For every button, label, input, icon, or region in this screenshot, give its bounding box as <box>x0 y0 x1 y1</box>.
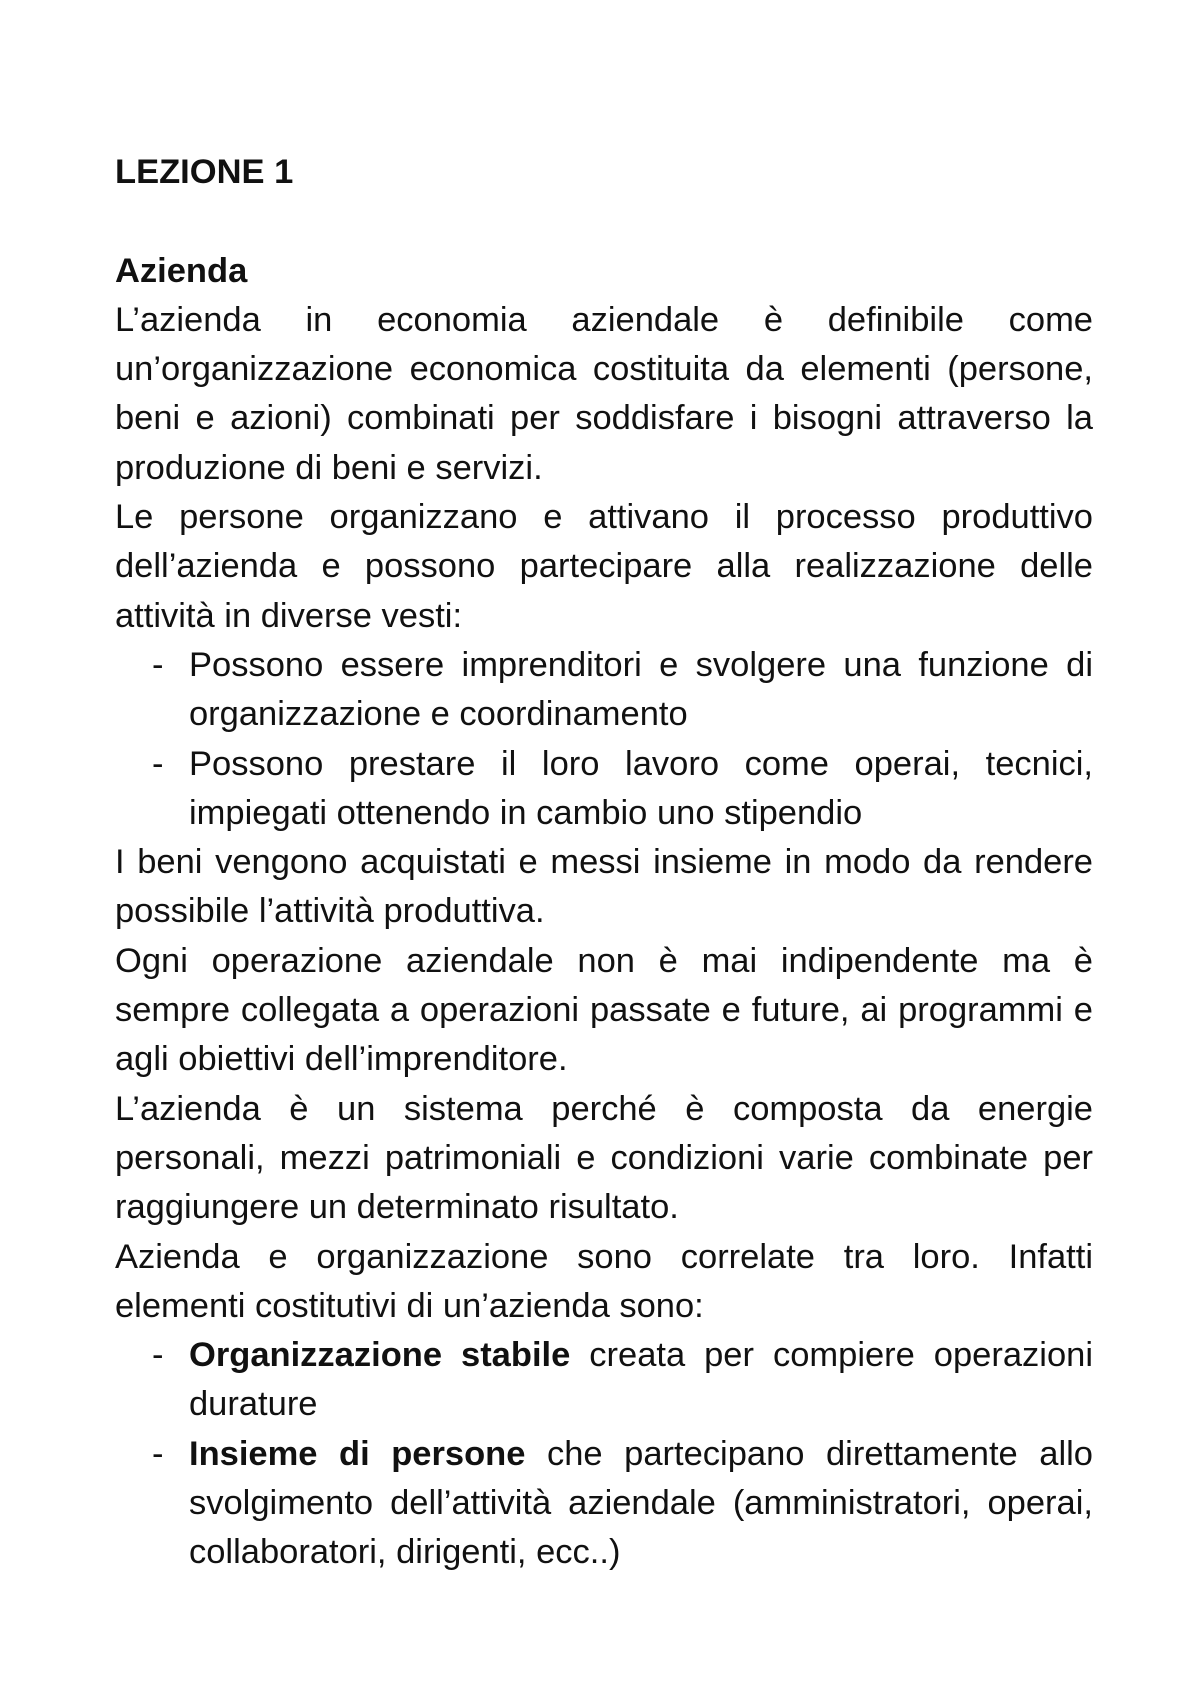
paragraph-system: L’azienda è un sistema perché è composta da energie personali, mezzi patrimoniali e condizioni varie combinate per raggiungere un determinato risultato. <box>115 1089 1093 1227</box>
paragraph-definition: L’azienda in economia aziendale è definibile come un’organizzazione economica costituita da elementi (persone, beni e azioni) combinati per soddisfare i bisogni attraverso la produzione di beni e servizi. <box>115 300 1093 487</box>
list-item-text: Possono prestare il loro lavoro come operai, tecnici, impiegati ottenendo in cambio uno stipendio <box>189 744 1093 832</box>
list-item-text: creata per compiere operazioni durature <box>189 1336 1093 1424</box>
lesson-title: LEZIONE 1 <box>115 153 294 191</box>
list-dash: - <box>152 1434 164 1473</box>
list-item <box>115 740 1093 839</box>
list-item <box>115 641 1093 740</box>
list-item-text: che partecipano direttamente allo svolgimento dell’attività aziendale (amministratori, operai, collaboratori, dirigenti, ecc..) <box>189 1434 1093 1572</box>
paragraph-people: Le persone organizzano e attivano il processo produttivo dell’azienda e possono partecipare alla realizzazione delle attività in diverse vesti: <box>115 498 1093 635</box>
people-roles-list <box>115 641 1093 838</box>
paragraph-organization: Azienda e organizzazione sono correlate tra loro. Infatti elementi costitutivi di un’azienda sono: <box>115 1237 1093 1325</box>
list-dash: - <box>152 744 164 783</box>
list-item <box>115 1430 1093 1578</box>
list-item-bold-term: Organizzazione stabile <box>189 1336 571 1375</box>
list-item-bold-term: Insieme di persone <box>189 1434 526 1473</box>
paragraph-goods: I beni vengono acquistati e messi insieme in modo da rendere possibile l’attività produttiva. <box>115 843 1093 931</box>
document-page <box>115 148 1093 1578</box>
list-item-text: Possono essere imprenditori e svolgere una funzione di organizzazione e coordinamento <box>189 645 1093 734</box>
paragraph-operations: Ogni operazione aziendale non è mai indipendente ma è sempre collegata a operazioni passate e future, ai programmi e agli obiettivi dell’imprenditore. <box>115 941 1093 1079</box>
list-item <box>115 1331 1093 1430</box>
section-heading: Azienda <box>115 251 248 290</box>
list-dash: - <box>152 645 164 684</box>
list-dash: - <box>152 1336 164 1375</box>
blank-line <box>115 197 1093 246</box>
constitutive-elements-list <box>115 1331 1093 1577</box>
